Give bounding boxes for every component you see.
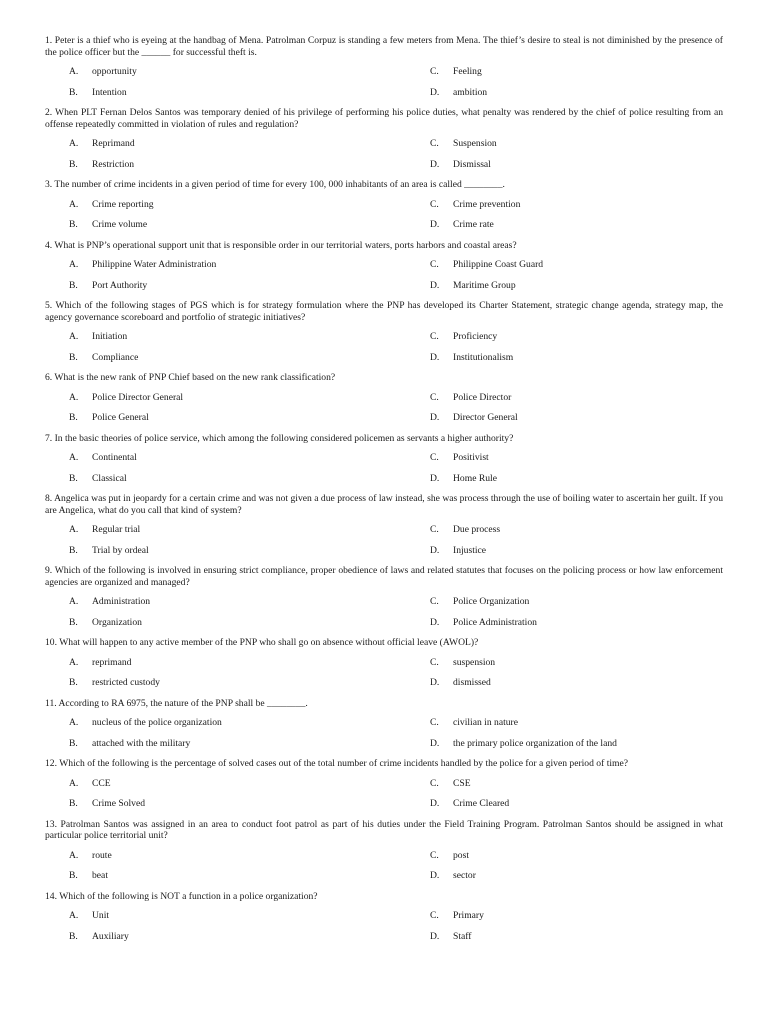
- answer-choice-3-d: [406, 219, 723, 231]
- answer-choice-6-b: [45, 412, 406, 424]
- choice-text: Maritime Group: [453, 279, 516, 291]
- choice-letter: B.: [69, 870, 78, 881]
- choice-text: Police Director General: [92, 391, 184, 403]
- question-text: 2. When PLT Fernan Delos Santos was temporary denied of his privilege of performing his police duties, what penalty was rendered by the chief of police resulting from an offense repeatedly committed in violation of rules and regulation?: [45, 107, 723, 130]
- answer-choice-10-a: [45, 657, 406, 669]
- question-text: 1. Peter is a thief who is eyeing at the handbag of Mena. Patrolman Corpuz is standing a few meters from Mena. The thief’s desire to steal is not diminished by the presence of the police officer but the ______ for successful theft is.: [45, 35, 723, 58]
- choice-text: Institutionalism: [453, 351, 514, 363]
- answer-choice-3-a: [45, 199, 406, 211]
- answer-choice-1-a: [45, 66, 406, 78]
- answer-choice-9-a: [45, 596, 406, 608]
- choice-text: Classical: [92, 472, 127, 484]
- answer-choice-12-a: [45, 778, 406, 790]
- choice-list: [45, 392, 723, 424]
- choice-letter: C.: [430, 198, 439, 210]
- question-1: [45, 35, 723, 98]
- choice-letter: C.: [430, 656, 439, 668]
- choice-letter: A.: [69, 596, 79, 607]
- choice-letter: A.: [69, 777, 79, 789]
- choice-list: [45, 138, 723, 170]
- choice-letter: D.: [430, 677, 440, 688]
- choice-letter: C.: [430, 596, 439, 607]
- choice-text: Crime Cleared: [453, 798, 510, 809]
- answer-choice-12-c: [406, 778, 723, 790]
- choice-letter: D.: [430, 158, 440, 170]
- answer-choice-12-b: [45, 798, 406, 810]
- choice-text: ambition: [453, 86, 488, 98]
- choice-letter: C.: [430, 259, 439, 270]
- choice-letter: A.: [69, 656, 79, 668]
- answer-choice-2-d: [406, 159, 723, 171]
- choice-letter: B.: [69, 412, 78, 423]
- choice-letter: D.: [430, 412, 440, 423]
- choice-text: civilian in nature: [453, 717, 519, 728]
- choice-letter: D.: [430, 219, 440, 230]
- choice-list: [45, 259, 723, 291]
- answer-choice-7-b: [45, 473, 406, 485]
- choice-letter: D.: [430, 544, 440, 556]
- choice-text: Police Administration: [453, 616, 537, 628]
- question-text: 13. Patrolman Santos was assigned in an area to conduct foot patrol as part of his duties under the Field Training Program. Patrolman Santos should be assigned in what particular police territorial unit?: [45, 818, 723, 841]
- choice-text: Positivist: [453, 452, 489, 463]
- choice-text: Due process: [453, 524, 501, 535]
- choice-text: Trial by ordeal: [92, 544, 149, 556]
- choice-text: Organization: [92, 616, 142, 628]
- choice-text: sector: [453, 870, 476, 881]
- choice-letter: B.: [69, 219, 78, 230]
- choice-text: restricted custody: [92, 677, 160, 688]
- choice-text: Restriction: [92, 158, 135, 170]
- answer-choice-13-a: [45, 850, 406, 862]
- answer-choice-12-d: [406, 798, 723, 810]
- choice-text: Staff: [453, 930, 472, 942]
- choice-letter: C.: [430, 138, 439, 149]
- choice-list: [45, 66, 723, 98]
- question-2: [45, 107, 723, 170]
- question-text: 6. What is the new rank of PNP Chief based on the new rank classification?: [45, 372, 336, 383]
- choice-text: Director General: [453, 412, 518, 423]
- answer-choice-8-d: [406, 545, 723, 557]
- question-text: 14. Which of the following is NOT a function in a police organization?: [45, 890, 318, 902]
- answer-choice-8-b: [45, 545, 406, 557]
- choice-text: Continental: [92, 452, 137, 463]
- choice-text: Intention: [92, 86, 127, 98]
- choice-letter: A.: [69, 259, 79, 270]
- answer-choice-11-a: [45, 717, 406, 729]
- choice-text: Crime Solved: [92, 798, 146, 809]
- answer-choice-13-b: [45, 870, 406, 882]
- choice-letter: D.: [430, 86, 440, 98]
- choice-text: attached with the military: [92, 737, 191, 749]
- choice-text: CSE: [453, 777, 471, 789]
- choice-letter: C.: [430, 849, 439, 861]
- answer-choice-3-b: [45, 219, 406, 231]
- choice-letter: C.: [430, 391, 439, 403]
- answer-choice-2-c: [406, 138, 723, 150]
- choice-letter: A.: [69, 198, 79, 210]
- answer-choice-4-c: [406, 259, 723, 271]
- choice-text: Suspension: [453, 138, 497, 149]
- answer-choice-6-c: [406, 392, 723, 404]
- choice-letter: D.: [430, 930, 440, 942]
- choice-letter: A.: [69, 524, 79, 535]
- answer-choice-6-d: [406, 412, 723, 424]
- choice-text: Compliance: [92, 351, 139, 363]
- choice-text: Philippine Coast Guard: [453, 259, 544, 270]
- answer-choice-4-d: [406, 280, 723, 292]
- choice-list: [45, 331, 723, 363]
- choice-letter: B.: [69, 737, 78, 749]
- choice-letter: A.: [69, 331, 79, 342]
- choice-letter: A.: [69, 391, 79, 403]
- choice-text: Regular trial: [92, 524, 141, 535]
- choice-text: Unit: [92, 910, 110, 921]
- choice-text: Reprimand: [92, 138, 135, 149]
- answer-choice-5-b: [45, 352, 406, 364]
- choice-list: [45, 596, 723, 628]
- choice-letter: C.: [430, 524, 439, 535]
- choice-letter: B.: [69, 472, 78, 484]
- choice-letter: A.: [69, 66, 79, 77]
- question-4: [45, 240, 723, 292]
- choice-letter: B.: [69, 351, 78, 363]
- answer-choice-9-b: [45, 617, 406, 629]
- choice-letter: D.: [430, 351, 440, 363]
- answer-choice-11-d: [406, 738, 723, 750]
- choice-text: suspension: [453, 656, 496, 668]
- choice-letter: B.: [69, 158, 78, 170]
- choice-text: Crime volume: [92, 219, 148, 230]
- question-text: 12. Which of the following is the percentage of solved cases out of the total number of crime incidents handled by the police for a given period of time?: [45, 758, 628, 769]
- choice-text: Crime prevention: [453, 198, 521, 210]
- answer-choice-14-d: [406, 931, 723, 943]
- choice-letter: B.: [69, 930, 78, 942]
- choice-letter: A.: [69, 849, 79, 861]
- choice-text: reprimand: [92, 656, 132, 668]
- question-12: [45, 758, 723, 810]
- choice-letter: D.: [430, 616, 440, 628]
- choice-letter: D.: [430, 472, 440, 484]
- answer-choice-1-d: [406, 87, 723, 99]
- answer-choice-14-c: [406, 910, 723, 922]
- choice-text: Primary: [453, 910, 484, 921]
- choice-letter: D.: [430, 737, 440, 749]
- choice-text: opportunity: [92, 66, 137, 77]
- choice-letter: B.: [69, 616, 78, 628]
- choice-text: Philippine Water Administration: [92, 259, 217, 270]
- choice-text: Police General: [92, 412, 149, 423]
- choice-text: dismissed: [453, 677, 491, 688]
- choice-letter: D.: [430, 798, 440, 809]
- question-5: [45, 300, 723, 363]
- choice-text: beat: [92, 870, 108, 881]
- choice-text: Dismissal: [453, 158, 491, 170]
- choice-text: Port Authority: [92, 279, 148, 291]
- answer-choice-6-a: [45, 392, 406, 404]
- choice-text: nucleus of the police organization: [92, 717, 222, 728]
- answer-choice-8-a: [45, 524, 406, 536]
- question-text: 11. According to RA 6975, the nature of the PNP shall be ________.: [45, 697, 308, 709]
- question-10: [45, 637, 723, 689]
- question-text: 4. What is PNP’s operational support unit that is responsible order in our territorial waters, ports harbors and coastal areas?: [45, 239, 517, 251]
- question-list: [45, 35, 723, 942]
- choice-text: post: [453, 849, 469, 861]
- choice-text: Administration: [92, 596, 151, 607]
- question-text: 7. In the basic theories of police service, which among the following considered policemen as servants a higher authority?: [45, 432, 514, 444]
- answer-choice-8-c: [406, 524, 723, 536]
- question-3: [45, 179, 723, 231]
- choice-text: Crime reporting: [92, 198, 154, 210]
- answer-choice-7-d: [406, 473, 723, 485]
- choice-letter: C.: [430, 66, 439, 77]
- choice-text: Injustice: [453, 544, 487, 556]
- choice-letter: A.: [69, 910, 79, 921]
- answer-choice-13-c: [406, 850, 723, 862]
- choice-text: Proficiency: [453, 331, 498, 342]
- answer-choice-14-b: [45, 931, 406, 943]
- choice-letter: C.: [430, 452, 439, 463]
- answer-choice-10-d: [406, 677, 723, 689]
- answer-choice-5-d: [406, 352, 723, 364]
- choice-text: the primary police organization of the land: [453, 737, 617, 749]
- choice-text: Police Director: [453, 391, 512, 403]
- question-13: [45, 819, 723, 882]
- choice-letter: C.: [430, 910, 439, 921]
- answer-choice-10-b: [45, 677, 406, 689]
- choice-text: CCE: [92, 777, 111, 789]
- answer-choice-5-a: [45, 331, 406, 343]
- choice-letter: A.: [69, 717, 79, 728]
- choice-list: [45, 452, 723, 484]
- choice-list: [45, 717, 723, 749]
- question-9: [45, 565, 723, 628]
- question-14: [45, 891, 723, 943]
- answer-choice-10-c: [406, 657, 723, 669]
- question-text: 8. Angelica was put in jeopardy for a certain crime and was not given a due process of law instead, she was process through the use of boiling water to ascertain her guilt. If you are Angelica, what do you call that kind of system?: [45, 493, 723, 516]
- choice-letter: C.: [430, 331, 439, 342]
- choice-list: [45, 524, 723, 556]
- answer-choice-7-a: [45, 452, 406, 464]
- choice-text: Initiation: [92, 331, 128, 342]
- answer-choice-2-a: [45, 138, 406, 150]
- answer-choice-13-d: [406, 870, 723, 882]
- choice-text: Feeling: [453, 66, 482, 77]
- question-8: [45, 493, 723, 556]
- answer-choice-1-c: [406, 66, 723, 78]
- answer-choice-11-b: [45, 738, 406, 750]
- question-11: [45, 698, 723, 750]
- choice-letter: C.: [430, 717, 439, 728]
- choice-letter: A.: [69, 452, 79, 463]
- answer-choice-5-c: [406, 331, 723, 343]
- choice-list: [45, 778, 723, 810]
- choice-text: Auxiliary: [92, 930, 129, 942]
- choice-text: Crime rate: [453, 219, 494, 230]
- choice-letter: C.: [430, 777, 439, 789]
- answer-choice-4-a: [45, 259, 406, 271]
- answer-choice-11-c: [406, 717, 723, 729]
- question-6: [45, 372, 723, 424]
- choice-letter: B.: [69, 677, 78, 688]
- question-text: 10. What will happen to any active member of the PNP who shall go on absence without official leave (AWOL)?: [45, 637, 479, 648]
- answer-choice-9-d: [406, 617, 723, 629]
- answer-choice-3-c: [406, 199, 723, 211]
- choice-letter: B.: [69, 279, 78, 291]
- answer-choice-2-b: [45, 159, 406, 171]
- choice-list: [45, 910, 723, 942]
- answer-choice-1-b: [45, 87, 406, 99]
- question-7: [45, 433, 723, 485]
- answer-choice-9-c: [406, 596, 723, 608]
- choice-letter: D.: [430, 279, 440, 291]
- choice-letter: B.: [69, 544, 78, 556]
- question-text: 9. Which of the following is involved in ensuring strict compliance, proper obedience of laws and related statutes that focuses on the policing process or how law enforcement agencies are organized and managed?: [45, 565, 723, 588]
- question-text: 5. Which of the following stages of PGS which is for strategy formulation where the PNP has developed its Charter Statement, strategic change agenda, strategy map, the agency governance scoreboard and portfolio of strategic initiatives?: [45, 300, 723, 323]
- choice-list: [45, 199, 723, 231]
- question-text: 3. The number of crime incidents in a given period of time for every 100, 000 inhabitants of an area is called ________.: [45, 179, 505, 190]
- choice-text: route: [92, 849, 112, 861]
- choice-letter: B.: [69, 798, 78, 809]
- answer-choice-4-b: [45, 280, 406, 292]
- answer-choice-7-c: [406, 452, 723, 464]
- choice-letter: D.: [430, 870, 440, 881]
- choice-letter: B.: [69, 86, 78, 98]
- answer-choice-14-a: [45, 910, 406, 922]
- choice-text: Police Organization: [453, 596, 530, 607]
- choice-list: [45, 657, 723, 689]
- choice-letter: A.: [69, 138, 79, 149]
- choice-text: Home Rule: [453, 472, 497, 484]
- choice-list: [45, 850, 723, 882]
